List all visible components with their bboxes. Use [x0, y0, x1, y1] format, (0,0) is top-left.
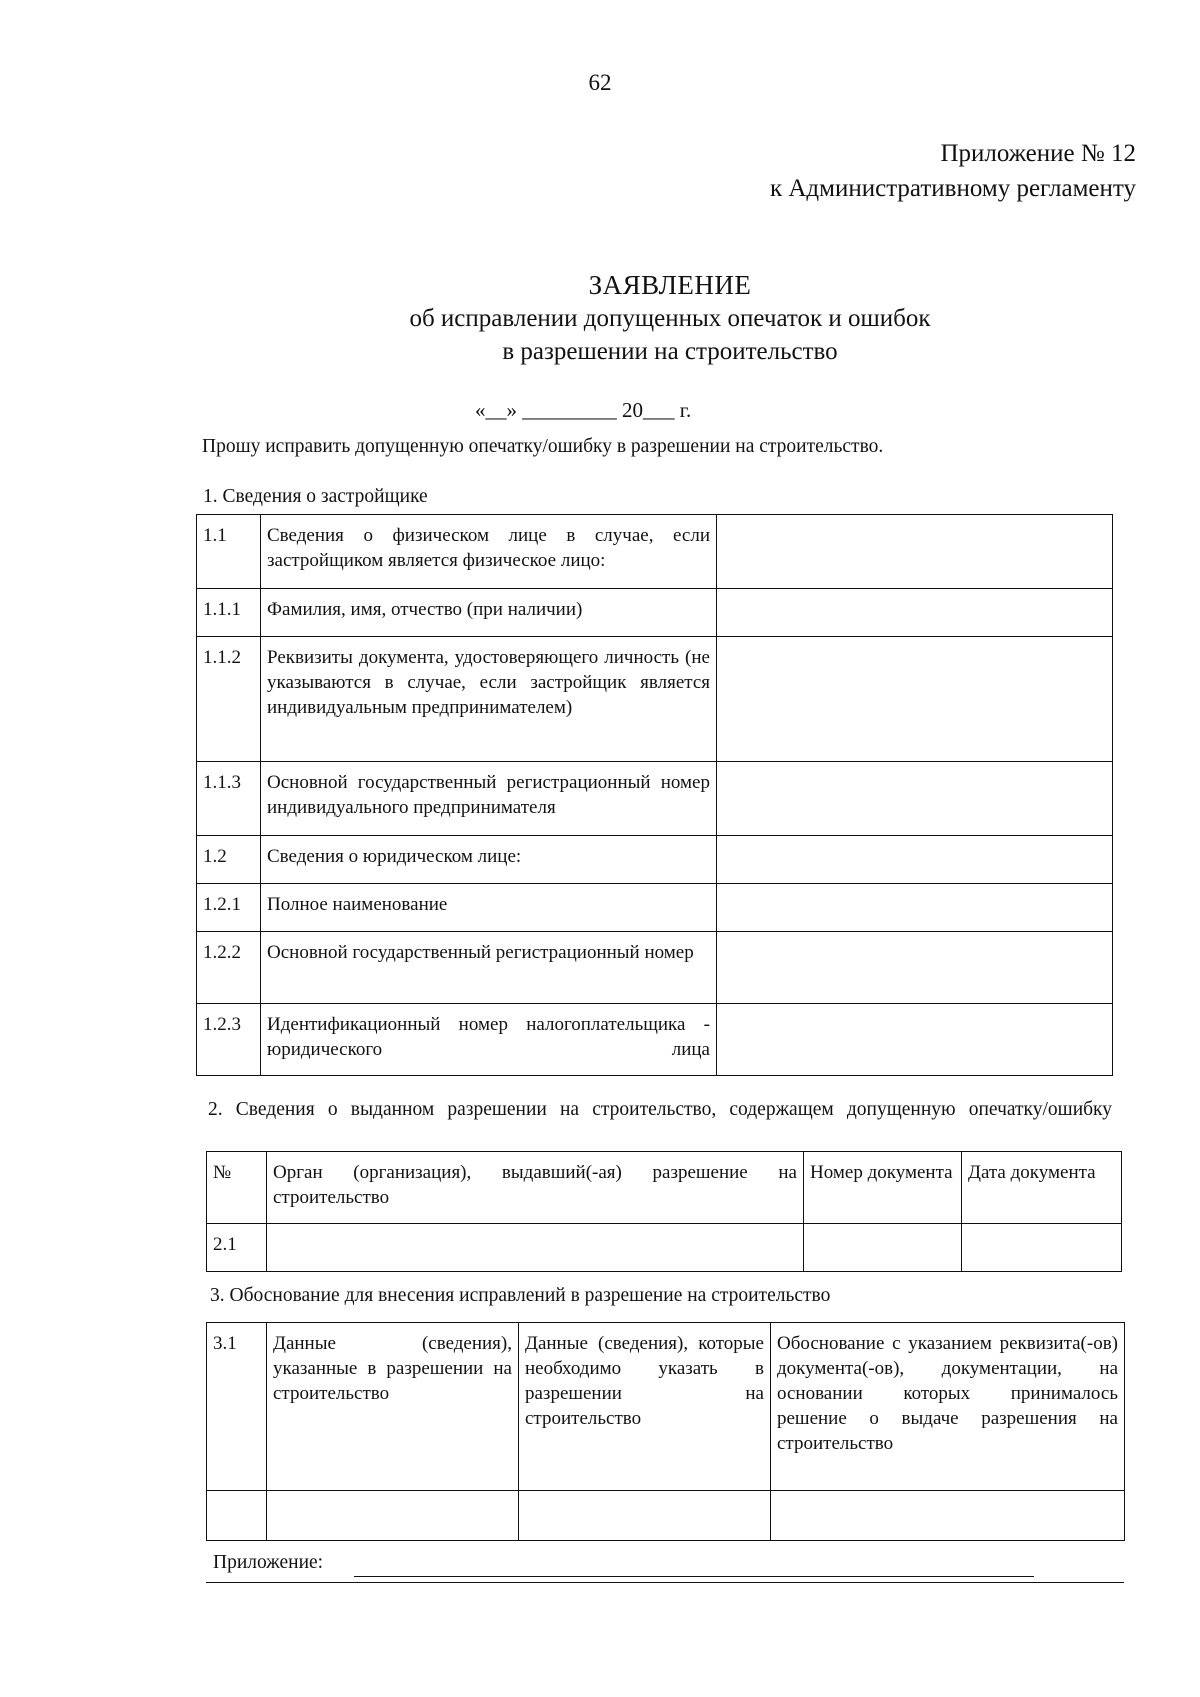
- column-header-current-data: Данные (сведения), указанные в разрешении на строительство: [267, 1323, 519, 1491]
- row-label: Идентификационный номер налогоплательщика - юридического лица: [261, 1004, 717, 1076]
- row-label: Реквизиты документа, удостоверяющего личность (не указываются в случае, если застройщик является индивидуальным предпринимателем): [261, 637, 717, 762]
- row-value-cell[interactable]: [717, 932, 1113, 1004]
- row-number: 1.1.2: [197, 637, 261, 762]
- table-row: [197, 589, 1113, 637]
- request-text: Прошу исправить допущенную опечатку/ошибку в разрешении на строительство.: [202, 436, 884, 457]
- appendix-line-1: Приложение № 12: [940, 140, 1136, 167]
- row-number: 1.1.3: [197, 762, 261, 836]
- section3-heading: 3. Обоснование для внесения исправлений в разрешение на строительство: [210, 1285, 831, 1306]
- appendix-line-2: к Административному регламенту: [769, 175, 1136, 202]
- authority-cell[interactable]: [267, 1224, 804, 1272]
- row-number: 1.2: [197, 836, 261, 884]
- attachment-label: Приложение:: [213, 1552, 324, 1573]
- row-value-cell[interactable]: [717, 1004, 1113, 1076]
- table-row: [197, 1004, 1113, 1076]
- table-row: [197, 515, 1113, 589]
- row-label: Полное наименование: [261, 884, 717, 932]
- table-header-row: [207, 1323, 1125, 1491]
- row-value-cell[interactable]: [717, 884, 1113, 932]
- section2-table: [206, 1151, 1122, 1272]
- section3-table: [206, 1322, 1125, 1541]
- table-row: [207, 1224, 1122, 1272]
- doc-number-cell[interactable]: [804, 1224, 962, 1272]
- document-subtitle-1: об исправлении допущенных опечаток и ошибок: [409, 305, 931, 332]
- row-value-cell[interactable]: [717, 637, 1113, 762]
- row-label: Основной государственный регистрационный номер: [261, 932, 717, 1004]
- section2-heading: 2. Сведения о выданном разрешении на строительство, содержащем допущенную опечатку/ошибку: [208, 1099, 1112, 1120]
- column-header-number: №: [207, 1152, 267, 1224]
- attachment-input-line[interactable]: [354, 1558, 1034, 1577]
- document-subtitle-2: в разрешении на строительство: [502, 338, 838, 365]
- section1-heading: 1. Сведения о застройщике: [203, 486, 428, 507]
- row-value-cell[interactable]: [717, 589, 1113, 637]
- document-title: ЗАЯВЛЕНИЕ: [588, 270, 752, 300]
- new-data-cell[interactable]: [519, 1491, 771, 1541]
- column-header-authority: Орган (организация), выдавший(-ая) разрешение на строительство: [267, 1152, 804, 1224]
- table-row: [197, 762, 1113, 836]
- column-header-doc-date: Дата документа: [962, 1152, 1122, 1224]
- table-row: [197, 932, 1113, 1004]
- row-value-cell[interactable]: [717, 515, 1113, 589]
- bottom-rule: [206, 1582, 1124, 1583]
- column-header-justification: Обоснование с указанием реквизита(-ов) документа(-ов), документации, на основании которых принималось решение о выдаче разрешения на строительство: [771, 1323, 1125, 1491]
- doc-date-cell[interactable]: [962, 1224, 1122, 1272]
- row-number: 1.2.3: [197, 1004, 261, 1076]
- row-value-cell[interactable]: [717, 762, 1113, 836]
- date-line: «__» _________ 20___ г.: [475, 398, 692, 422]
- justification-cell[interactable]: [771, 1491, 1125, 1541]
- column-header-doc-number: Номер документа: [804, 1152, 962, 1224]
- table-row: [197, 637, 1113, 762]
- table-row: [207, 1491, 1125, 1541]
- section1-table: [196, 514, 1113, 1076]
- row-number: 1.1: [197, 515, 261, 589]
- current-data-cell[interactable]: [267, 1491, 519, 1541]
- row-number: 2.1: [207, 1224, 267, 1272]
- row-value-cell[interactable]: [717, 836, 1113, 884]
- row-number: 1.2.2: [197, 932, 261, 1004]
- table-row: [197, 884, 1113, 932]
- row-label: Основной государственный регистрационный номер индивидуального предпринимателя: [261, 762, 717, 836]
- row-label: Фамилия, имя, отчество (при наличии): [261, 589, 717, 637]
- column-header-new-data: Данные (сведения), которые необходимо указать в разрешении на строительство: [519, 1323, 771, 1491]
- table-header-row: [207, 1152, 1122, 1224]
- row-number: [207, 1491, 267, 1541]
- page-number: 62: [588, 70, 612, 95]
- table-row: [197, 836, 1113, 884]
- row-label: Сведения о юридическом лице:: [261, 836, 717, 884]
- row-label: Сведения о физическом лице в случае, если застройщиком является физическое лицо:: [261, 515, 717, 589]
- row-number: 1.2.1: [197, 884, 261, 932]
- row-number: 1.1.1: [197, 589, 261, 637]
- column-header-number: 3.1: [207, 1323, 267, 1491]
